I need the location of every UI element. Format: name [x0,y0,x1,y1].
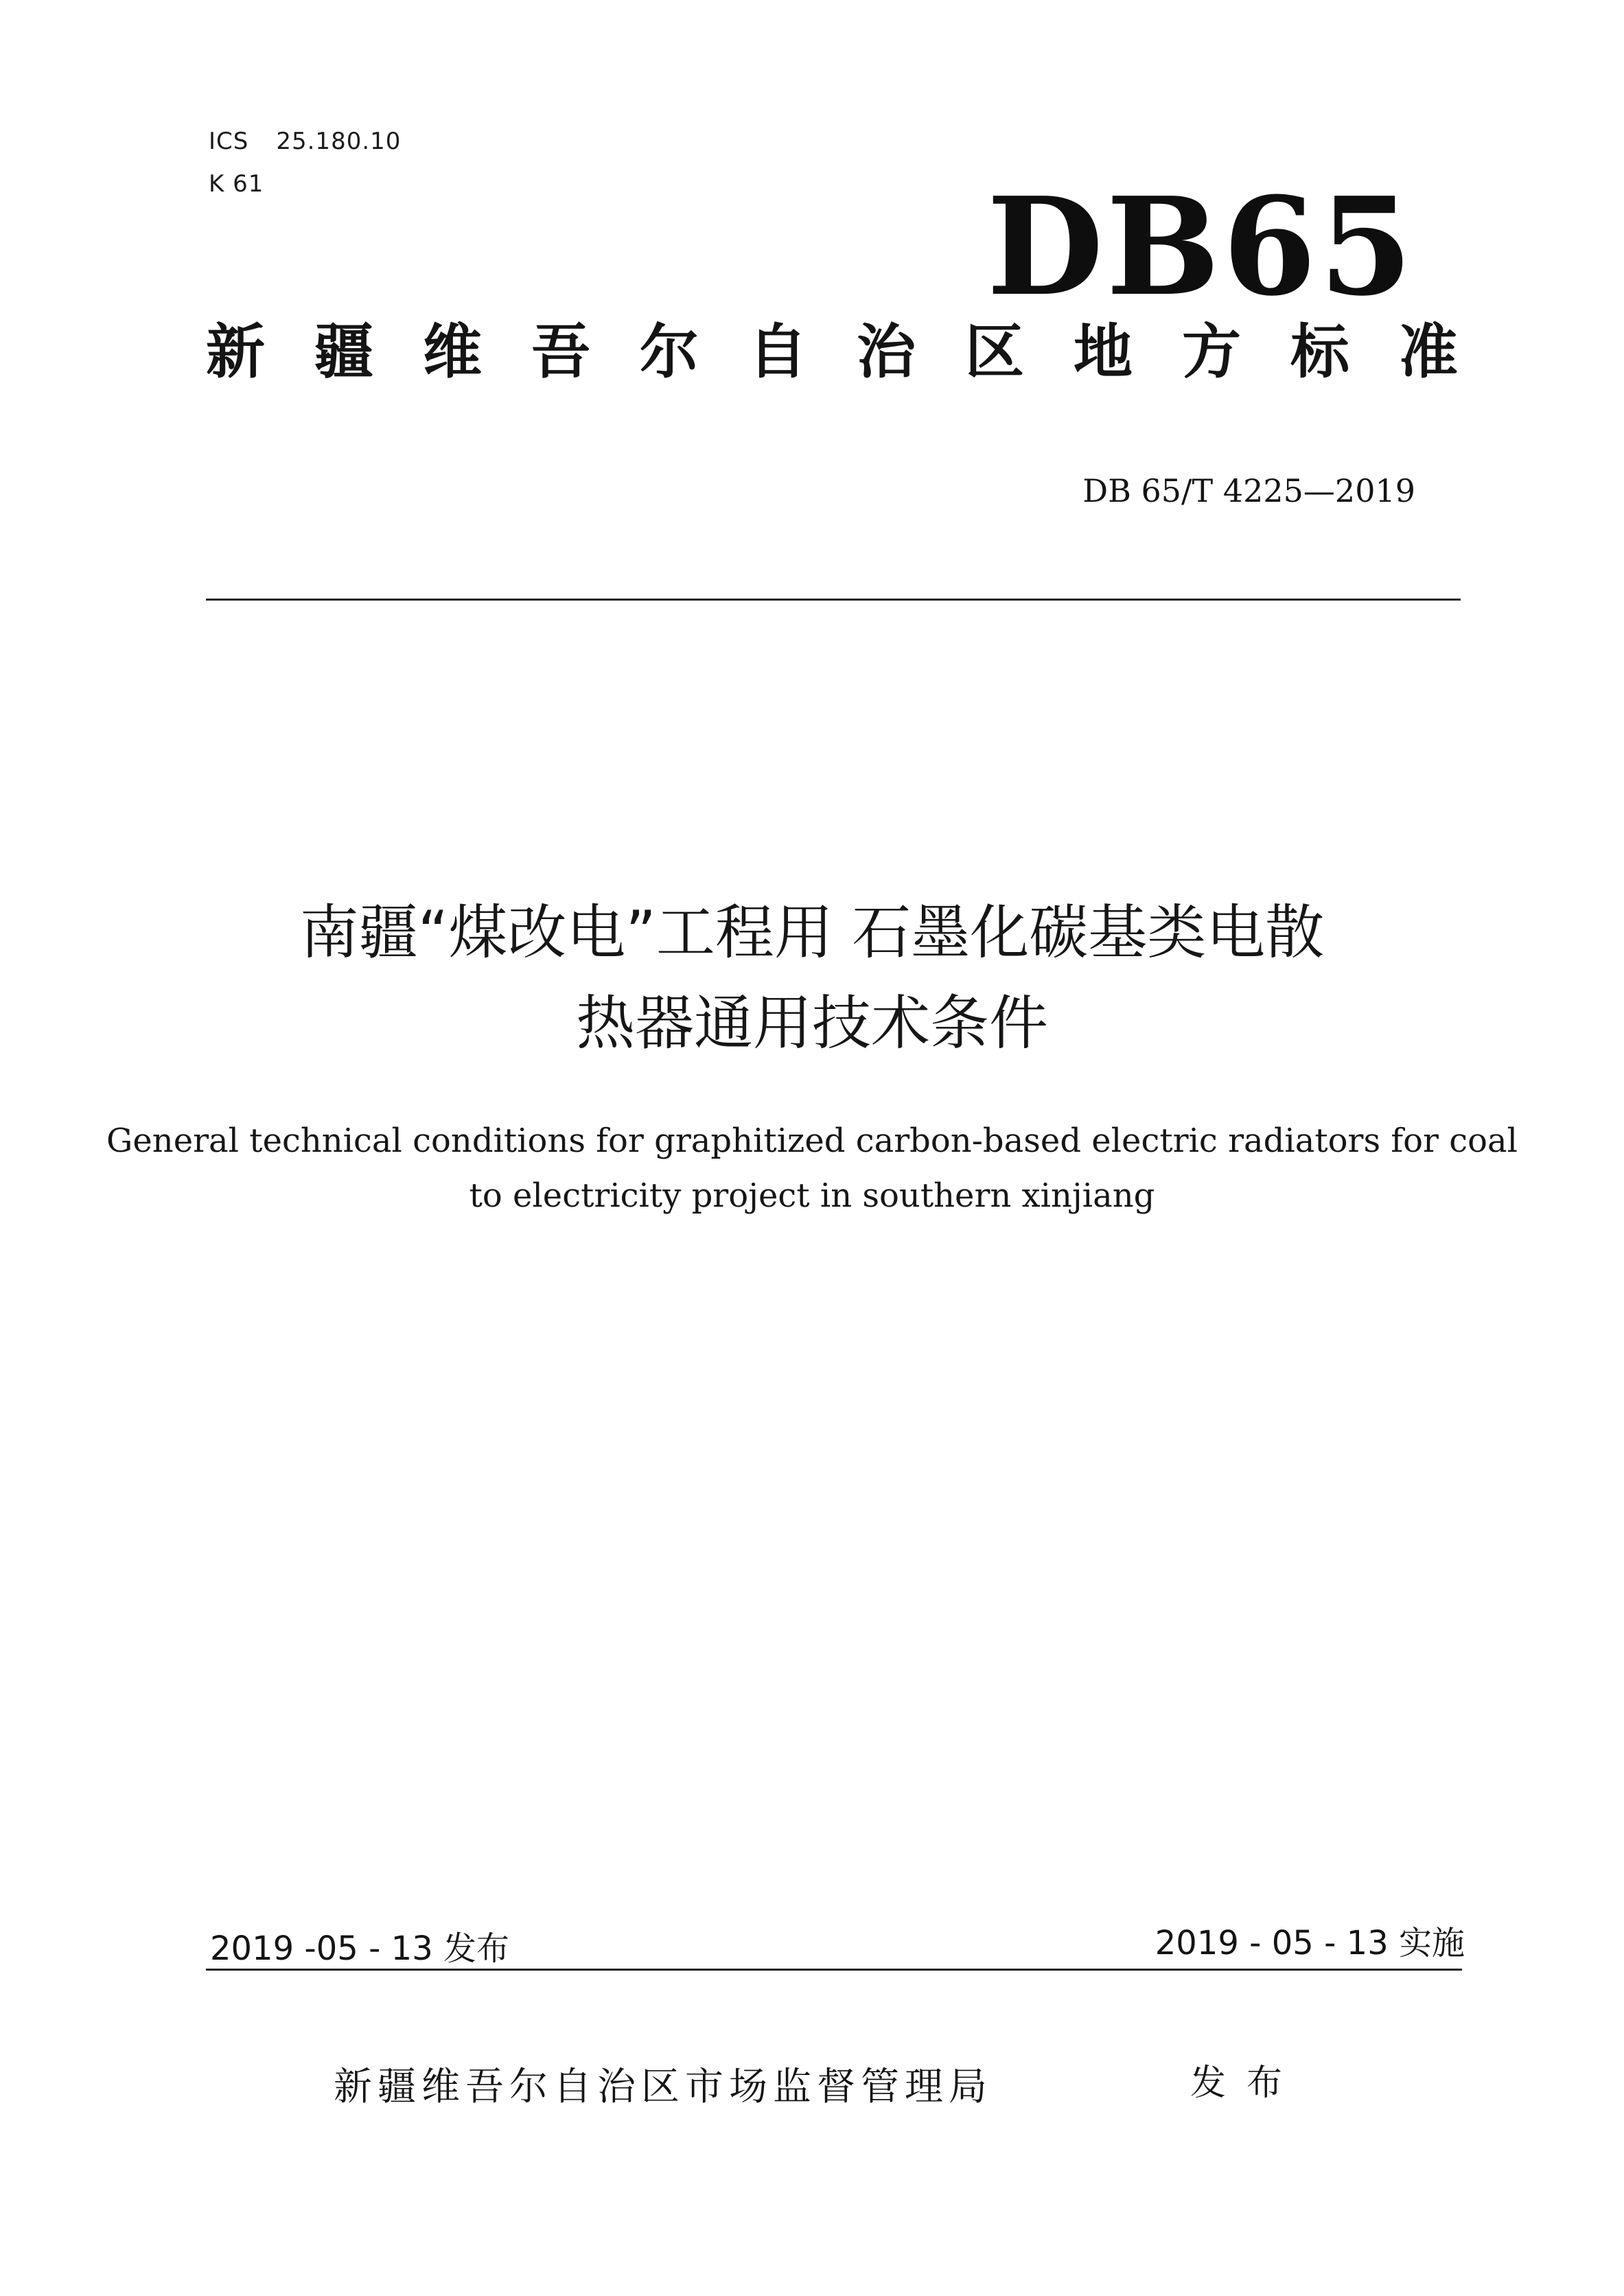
authority-title: 新疆维吾尔自治区地方标准 [206,318,1507,386]
standard-number: DB 65/T 4225—2019 [1082,472,1415,509]
issue-date: 2019 -05 - 13 发布 [210,1929,509,1968]
top-divider [206,599,1461,601]
implementation-date: 2019 - 05 - 13 实施 [1155,1924,1465,1962]
ics-code: 25.180.10 [276,128,402,155]
bottom-divider [206,1969,1462,1971]
english-title-line-2: to electricity project in southern xinjiang [469,1176,1155,1215]
publish-verb: 发布 [1190,2063,1303,2104]
english-title-line-1: General technical conditions for graphitized carbon-based electric radiators for coal [106,1122,1518,1160]
publisher-name: 新疆维吾尔自治区市场监督管理局 [334,2065,993,2109]
ccs-code: K 61 [209,170,264,198]
chinese-title-line-1: 南疆“煤改电”工程用 石墨化碳基类电散 [299,898,1325,967]
db-logo: DB65 [986,168,1415,326]
chinese-title-line-2: 热器通用技术条件 [576,989,1048,1058]
ics-label: ICS [209,128,249,155]
ics-classification [209,128,401,155]
